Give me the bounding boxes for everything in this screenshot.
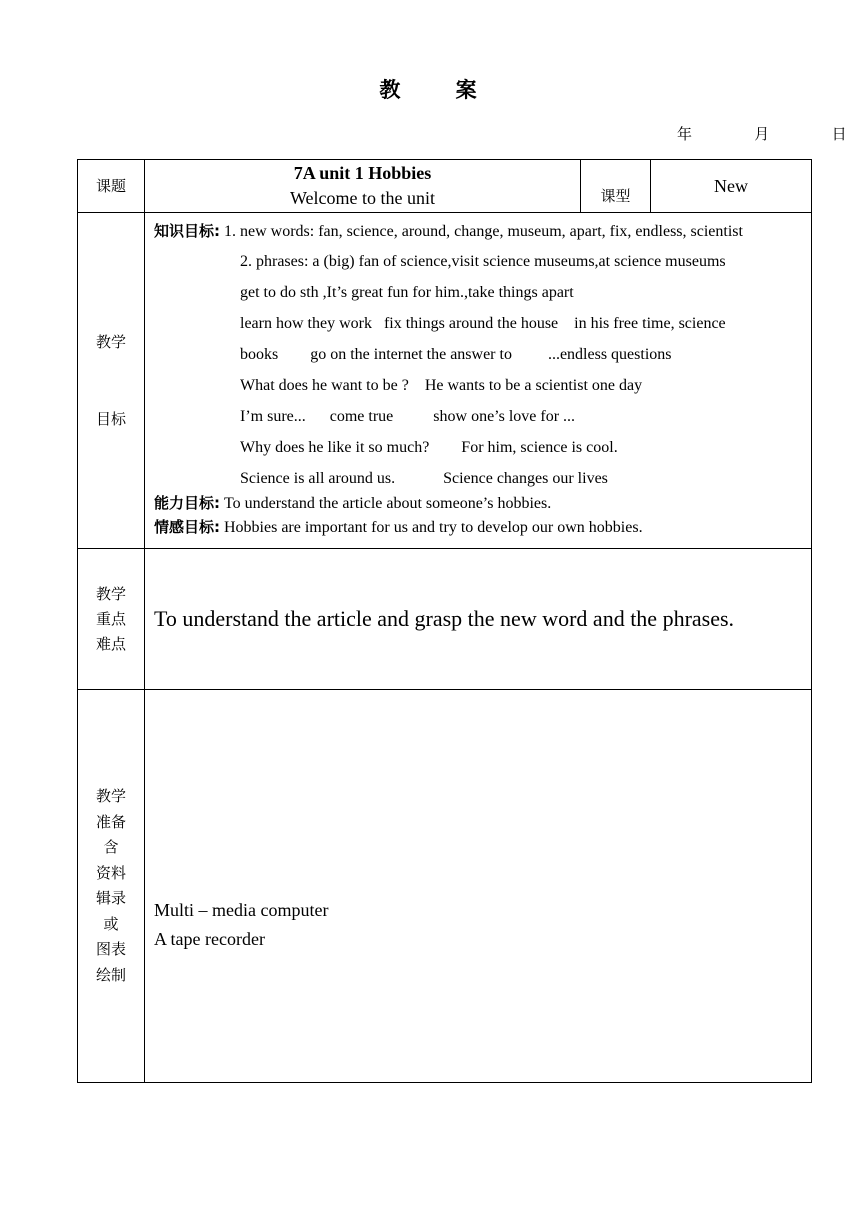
- emotion-objective: [154, 517, 811, 541]
- objective-line: learn how they work fix things around the house in his free time, science: [240, 315, 726, 332]
- objective-line: 2. phrases: a (big) fan of science,visit science museums,at science museums: [240, 253, 726, 270]
- topic-title: 7A unit 1 Hobbies: [293, 163, 432, 183]
- lesson-plan-table: [77, 159, 812, 1083]
- prep-label-line: 图表: [95, 940, 126, 958]
- objectives-row: [78, 213, 812, 549]
- prep-label-line: 含: [103, 838, 119, 856]
- focus-row: [78, 549, 812, 690]
- date-line: 年 月 日: [677, 125, 847, 143]
- prep-label-line: 资料: [95, 863, 126, 882]
- objective-line: [154, 221, 811, 252]
- objectives-cell: [145, 213, 812, 549]
- focus-label-line: 难点: [95, 634, 126, 653]
- prep-item: A tape recorder: [154, 928, 265, 949]
- topic-cell: [145, 160, 581, 213]
- focus-label-line: 教学: [95, 584, 126, 603]
- objective-line: I’m sure... come true show one’s love for ...: [240, 408, 576, 425]
- prep-label-line: 准备: [95, 812, 126, 831]
- prep-label: [78, 690, 145, 1083]
- topic-label: 课题: [78, 160, 145, 213]
- knowledge-label: 知识目标:: [154, 222, 220, 240]
- ability-label: 能力目标:: [154, 494, 220, 512]
- topic-subtitle: Welcome to the unit: [289, 188, 435, 208]
- type-value: New: [651, 160, 812, 213]
- prep-label-line: 辑录: [95, 889, 126, 907]
- objective-line: Science is all around us. Science changes our lives: [240, 470, 608, 487]
- objectives-label-line: 教学: [95, 332, 126, 351]
- objective-line: get to do sth ,It’s great fun for him.,take things apart: [240, 284, 574, 301]
- ability-objective: [154, 493, 811, 517]
- objective-text: 1. new words: fan, science, around, change, museum, apart, fix, endless, scientist: [220, 223, 743, 240]
- objective-line: What does he want to be ? He wants to be a scientist one day: [240, 377, 643, 394]
- prep-label-line: 教学: [95, 787, 126, 805]
- prep-label-line: 或: [103, 914, 119, 933]
- emotion-label: 情感目标:: [154, 518, 220, 536]
- type-label: 课型: [581, 160, 651, 213]
- prep-item: Multi – media computer: [154, 899, 329, 920]
- objective-line: Why does he like it so much? For him, science is cool.: [240, 439, 618, 456]
- objectives-label-line: 目标: [95, 409, 126, 428]
- topic-row: [78, 160, 812, 213]
- prep-cell: [145, 690, 812, 1083]
- prep-row: [78, 690, 812, 1083]
- objectives-label: [78, 213, 145, 549]
- focus-label: [78, 549, 145, 690]
- emotion-text: Hobbies are important for us and try to develop our own hobbies.: [220, 519, 643, 536]
- objective-line: books go on the internet the answer to ...endless questions: [240, 346, 672, 363]
- document-title: 教 案: [379, 78, 501, 102]
- prep-label-line: 绘制: [95, 965, 126, 984]
- focus-text: To understand the article and grasp the new word and the phrases.: [145, 549, 812, 690]
- ability-text: To understand the article about someone’s hobbies.: [220, 495, 552, 512]
- focus-label-line: 重点: [95, 609, 126, 628]
